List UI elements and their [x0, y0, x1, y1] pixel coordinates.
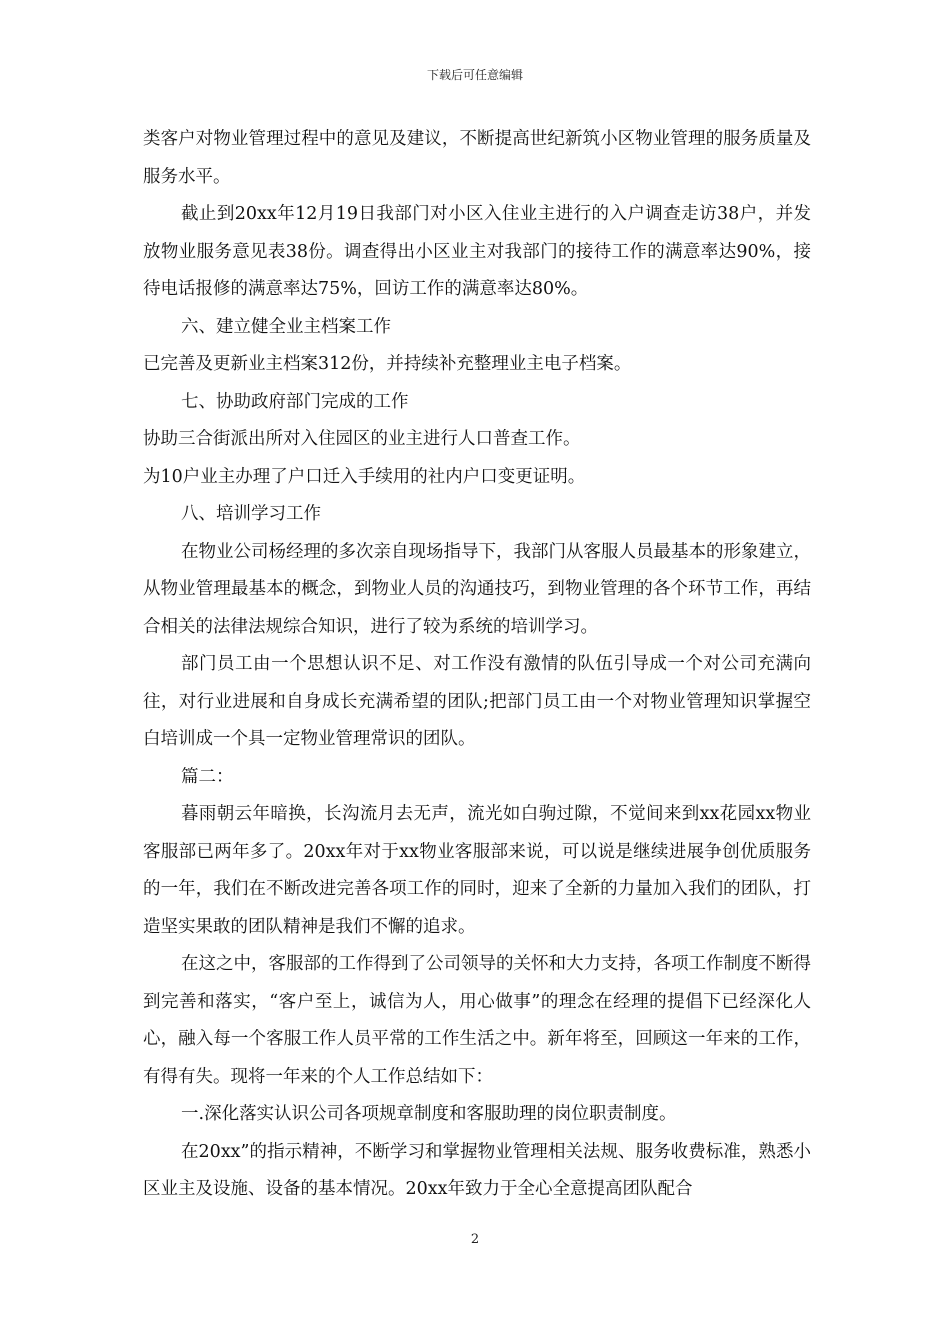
- paragraph: 截止到20xx年12月19日我部门对小区入住业主进行的入户调查走访38户，并发放物业服务意见表38份。调查得出小区业主对我部门的接待工作的满意率达90%，接待电话报修的满意率达75%，回访工作的满意率达80%。: [143, 204, 811, 299]
- paragraph: 在20xx”的指示精神，不断学习和掌握物业管理相关法规、服务收费标准，熟悉小区业主及设施、设备的基本情况。20xx年致力于全心全意提高团队配合: [143, 1141, 811, 1199]
- document-body: [143, 121, 811, 1209]
- paragraph: 已完善及更新业主档案312份，并持续补充整理业主电子档案。: [143, 354, 632, 374]
- chapter-heading: 篇二：: [181, 766, 234, 787]
- section-heading: 一.深化落实认识公司各项规章制度和客服助理的岗位职责制度。: [181, 1104, 677, 1124]
- paragraph: 类客户对物业管理过程中的意见及建议，不断提高世纪新筑小区物业管理的服务质量及服务水平。: [143, 129, 811, 187]
- paragraph: 在物业公司杨经理的多次亲自现场指导下，我部门从客服人员最基本的形象建立，从物业管理最基本的概念，到物业人员的沟通技巧，到物业管理的各个环节工作，再结合相关的法律法规综合知识，进行了较为系统的培训学习。: [143, 541, 811, 637]
- page-number: 2: [470, 1232, 480, 1247]
- page-header: 下载后可任意编辑: [426, 68, 523, 82]
- paragraph: 在这之中，客服部的工作得到了公司领导的关怀和大力支持，各项工作制度不断得到完善和落实，“客户至上，诚信为人，用心做事”的理念在经理的提倡下已经深化人心，融入每一个客服工作人员平常的工作生活之中。新年将至，回顾这一年来的工作，有得有失。现将一年来的个人工作总结如下：: [143, 954, 811, 1087]
- paragraph: 协助三合街派出所对入住园区的业主进行人口普查工作。: [143, 429, 581, 449]
- section-heading: 八、培训学习工作: [181, 504, 321, 524]
- paragraph: 部门员工由一个思想认识不足、对工作没有激情的队伍引导成一个对公司充满向往，对行业进展和自身成长充满希望的团队;把部门员工由一个对物业管理知识掌握空白培训成一个具一定物业管理常识的团队。: [143, 654, 811, 749]
- section-heading: 六、建立健全业主档案工作: [181, 316, 391, 337]
- paragraph: 为10户业主办理了户口迁入手续用的社内户口变更证明。: [143, 466, 586, 487]
- section-heading: 七、协助政府部门完成的工作: [181, 391, 409, 412]
- paragraph: 暮雨朝云年暗换，长沟流月去无声，流光如白驹过隙，不觉间来到xx花园xx物业客服部已两年多了。20xx年对于xx物业客服部来说，可以说是继续进展争创优质服务的一年，我们在不断改进完善各项工作的同时，迎来了全新的力量加入我们的团队，打造坚实果敢的团队精神是我们不懈的追求。: [143, 804, 811, 937]
